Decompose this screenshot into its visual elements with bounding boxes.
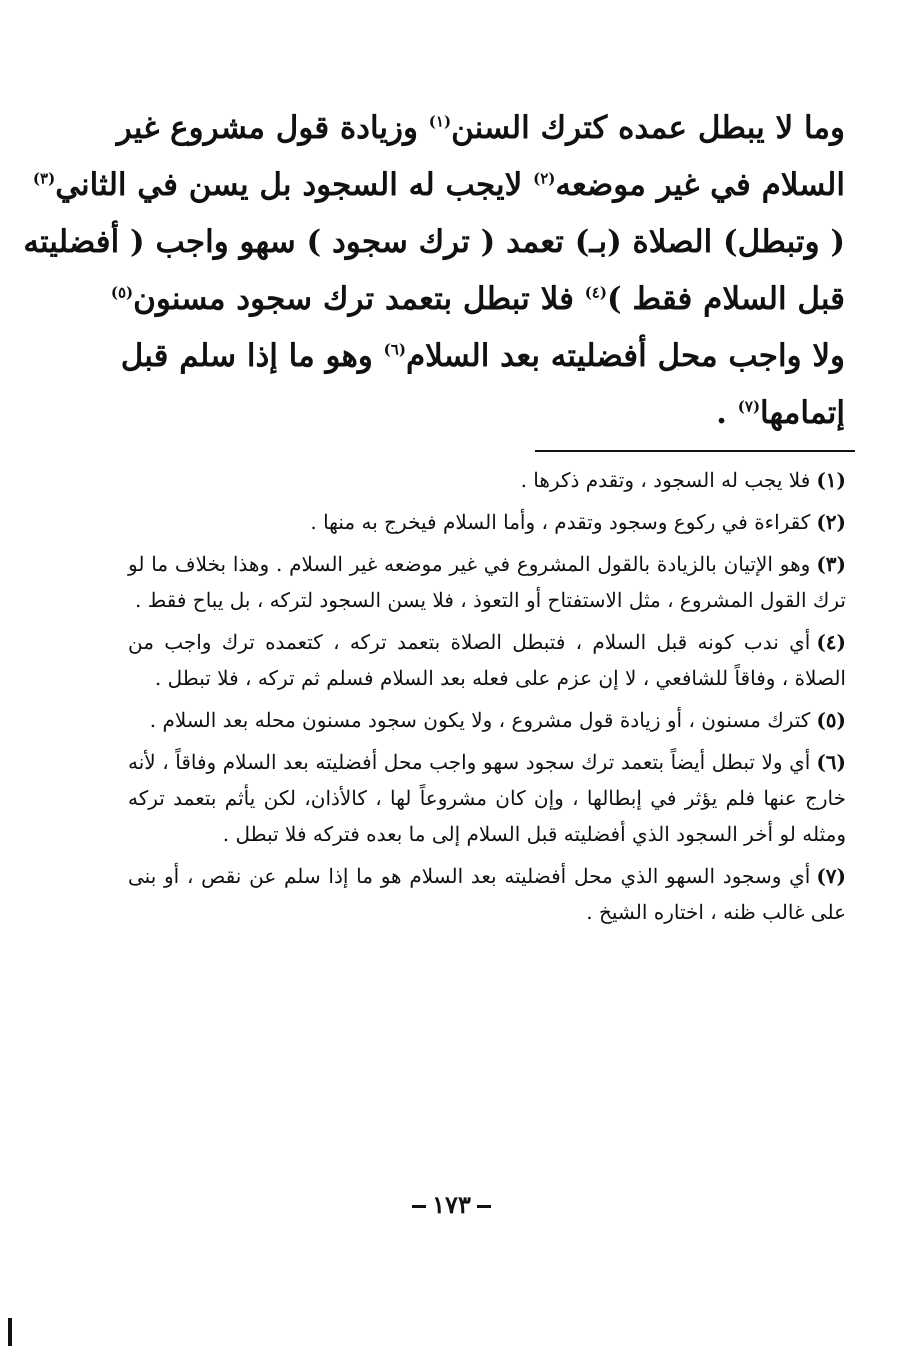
main-text-line — [120, 328, 845, 385]
footnote-text: وهو الإتيان بالزيادة بالقول المشروع في غير موضعه غير السلام . وهذا بخلاف ما لو ترك القول المشروع ، مثل الاستفتاح أو التعوذ ، فلا يسن السجود لتركه ، بل يباح فقط . — [128, 552, 846, 612]
main-text-segment: ولا واجب محل أفضليته بعد السلام — [405, 338, 845, 374]
main-text-line — [116, 100, 845, 157]
footnote-separator-rule — [535, 450, 855, 452]
footnote-number: (٦) — [816, 750, 846, 774]
footnote-reference: (٣) — [32, 169, 56, 188]
footnote-number: (٢) — [816, 510, 846, 534]
main-text-block — [23, 100, 845, 442]
footnote-reference: (٢) — [533, 169, 556, 188]
footnote-item — [128, 624, 846, 696]
footnote-reference: (٧) — [737, 397, 761, 416]
page-number-dash — [412, 1205, 426, 1208]
footnote-item — [128, 702, 846, 738]
footnote-item — [128, 546, 846, 618]
footnote-number: (٥) — [816, 708, 846, 732]
footnote-reference: (١) — [428, 112, 452, 131]
main-text-line — [125, 385, 845, 442]
margin-scan-mark — [8, 1318, 12, 1346]
footnote-text: أي ولا تبطل أيضاً بتعمد ترك سجود سهو واجب محل أفضليته بعد السلام وفاقاً ، لأنه خارج عنها فلم يؤثر في إبطالها ، وإن كان مشروعاً لها ، كالأذان، لكن يأثم بتعمد تركه ومثله لو أخر السجود الذي أفضليته قبل السلام إلى ما بعده فتركه فلا تبطل . — [128, 750, 846, 846]
footnote-number: (٤) — [816, 630, 846, 654]
main-text-segment: . — [716, 395, 738, 431]
footnote-item — [128, 462, 846, 498]
main-text-line — [110, 271, 845, 328]
footnote-text: فلا يجب له السجود ، وتقدم ذكرها . — [520, 468, 811, 492]
main-text-segment: قبل السلام فقط ) — [606, 281, 845, 317]
main-text-segment: وزيادة قول مشروع غير — [116, 110, 429, 146]
footnote-item — [128, 858, 846, 930]
main-text-segment: إتمامها — [760, 395, 845, 431]
footnote-text: أي وسجود السهو الذي محل أفضليته بعد السلام هو ما إذا سلم عن نقص ، أو بنى على غالب ظنه ، اختاره الشيخ . — [128, 864, 846, 924]
footnote-reference: (٥) — [110, 283, 134, 302]
page-number — [0, 1190, 903, 1219]
footnote-number: (٧) — [816, 864, 846, 888]
footnote-text: أي ندب كونه قبل السلام ، فتبطل الصلاة بتعمد تركه ، كتعمده ترك واجب من الصلاة ، وفاقاً للشافعي ، لا إن عزم على فعله بعد السلام فسلم ثم تركه ، فلا تبطل . — [128, 630, 846, 690]
footnotes-section — [128, 462, 846, 936]
page-number-dash — [477, 1205, 491, 1208]
main-text-line — [23, 214, 845, 271]
footnote-reference: (٦) — [383, 340, 406, 359]
footnote-item — [128, 744, 846, 852]
main-text-segment: وما لا يبطل عمده كترك السنن — [451, 110, 845, 146]
footnote-number: (١) — [816, 468, 846, 492]
main-text-line — [32, 157, 845, 214]
footnote-number: (٣) — [816, 552, 846, 576]
main-text-segment: فلا تبطل بتعمد ترك سجود مسنون — [133, 281, 585, 317]
footnote-text: كقراءة في ركوع وسجود وتقدم ، وأما السلام فيخرج به منها . — [310, 510, 811, 534]
main-text-segment: لايجب له السجود بل يسن في الثاني — [55, 167, 534, 203]
page-number-value: ١٧٣ — [432, 1190, 471, 1219]
footnote-text: كترك مسنون ، أو زيادة قول مشروع ، ولا يكون سجود مسنون محله بعد السلام . — [149, 708, 811, 732]
main-text-segment: السلام في غير موضعه — [555, 167, 845, 203]
footnote-item — [128, 504, 846, 540]
main-text-segment: ( وتبطل) الصلاة (بـ) تعمد ( ترك سجود ) سهو واجب ( أفضليته — [23, 224, 845, 260]
footnote-reference: (٤) — [584, 283, 607, 302]
main-text-segment: وهو ما إذا سلم قبل — [120, 338, 384, 374]
